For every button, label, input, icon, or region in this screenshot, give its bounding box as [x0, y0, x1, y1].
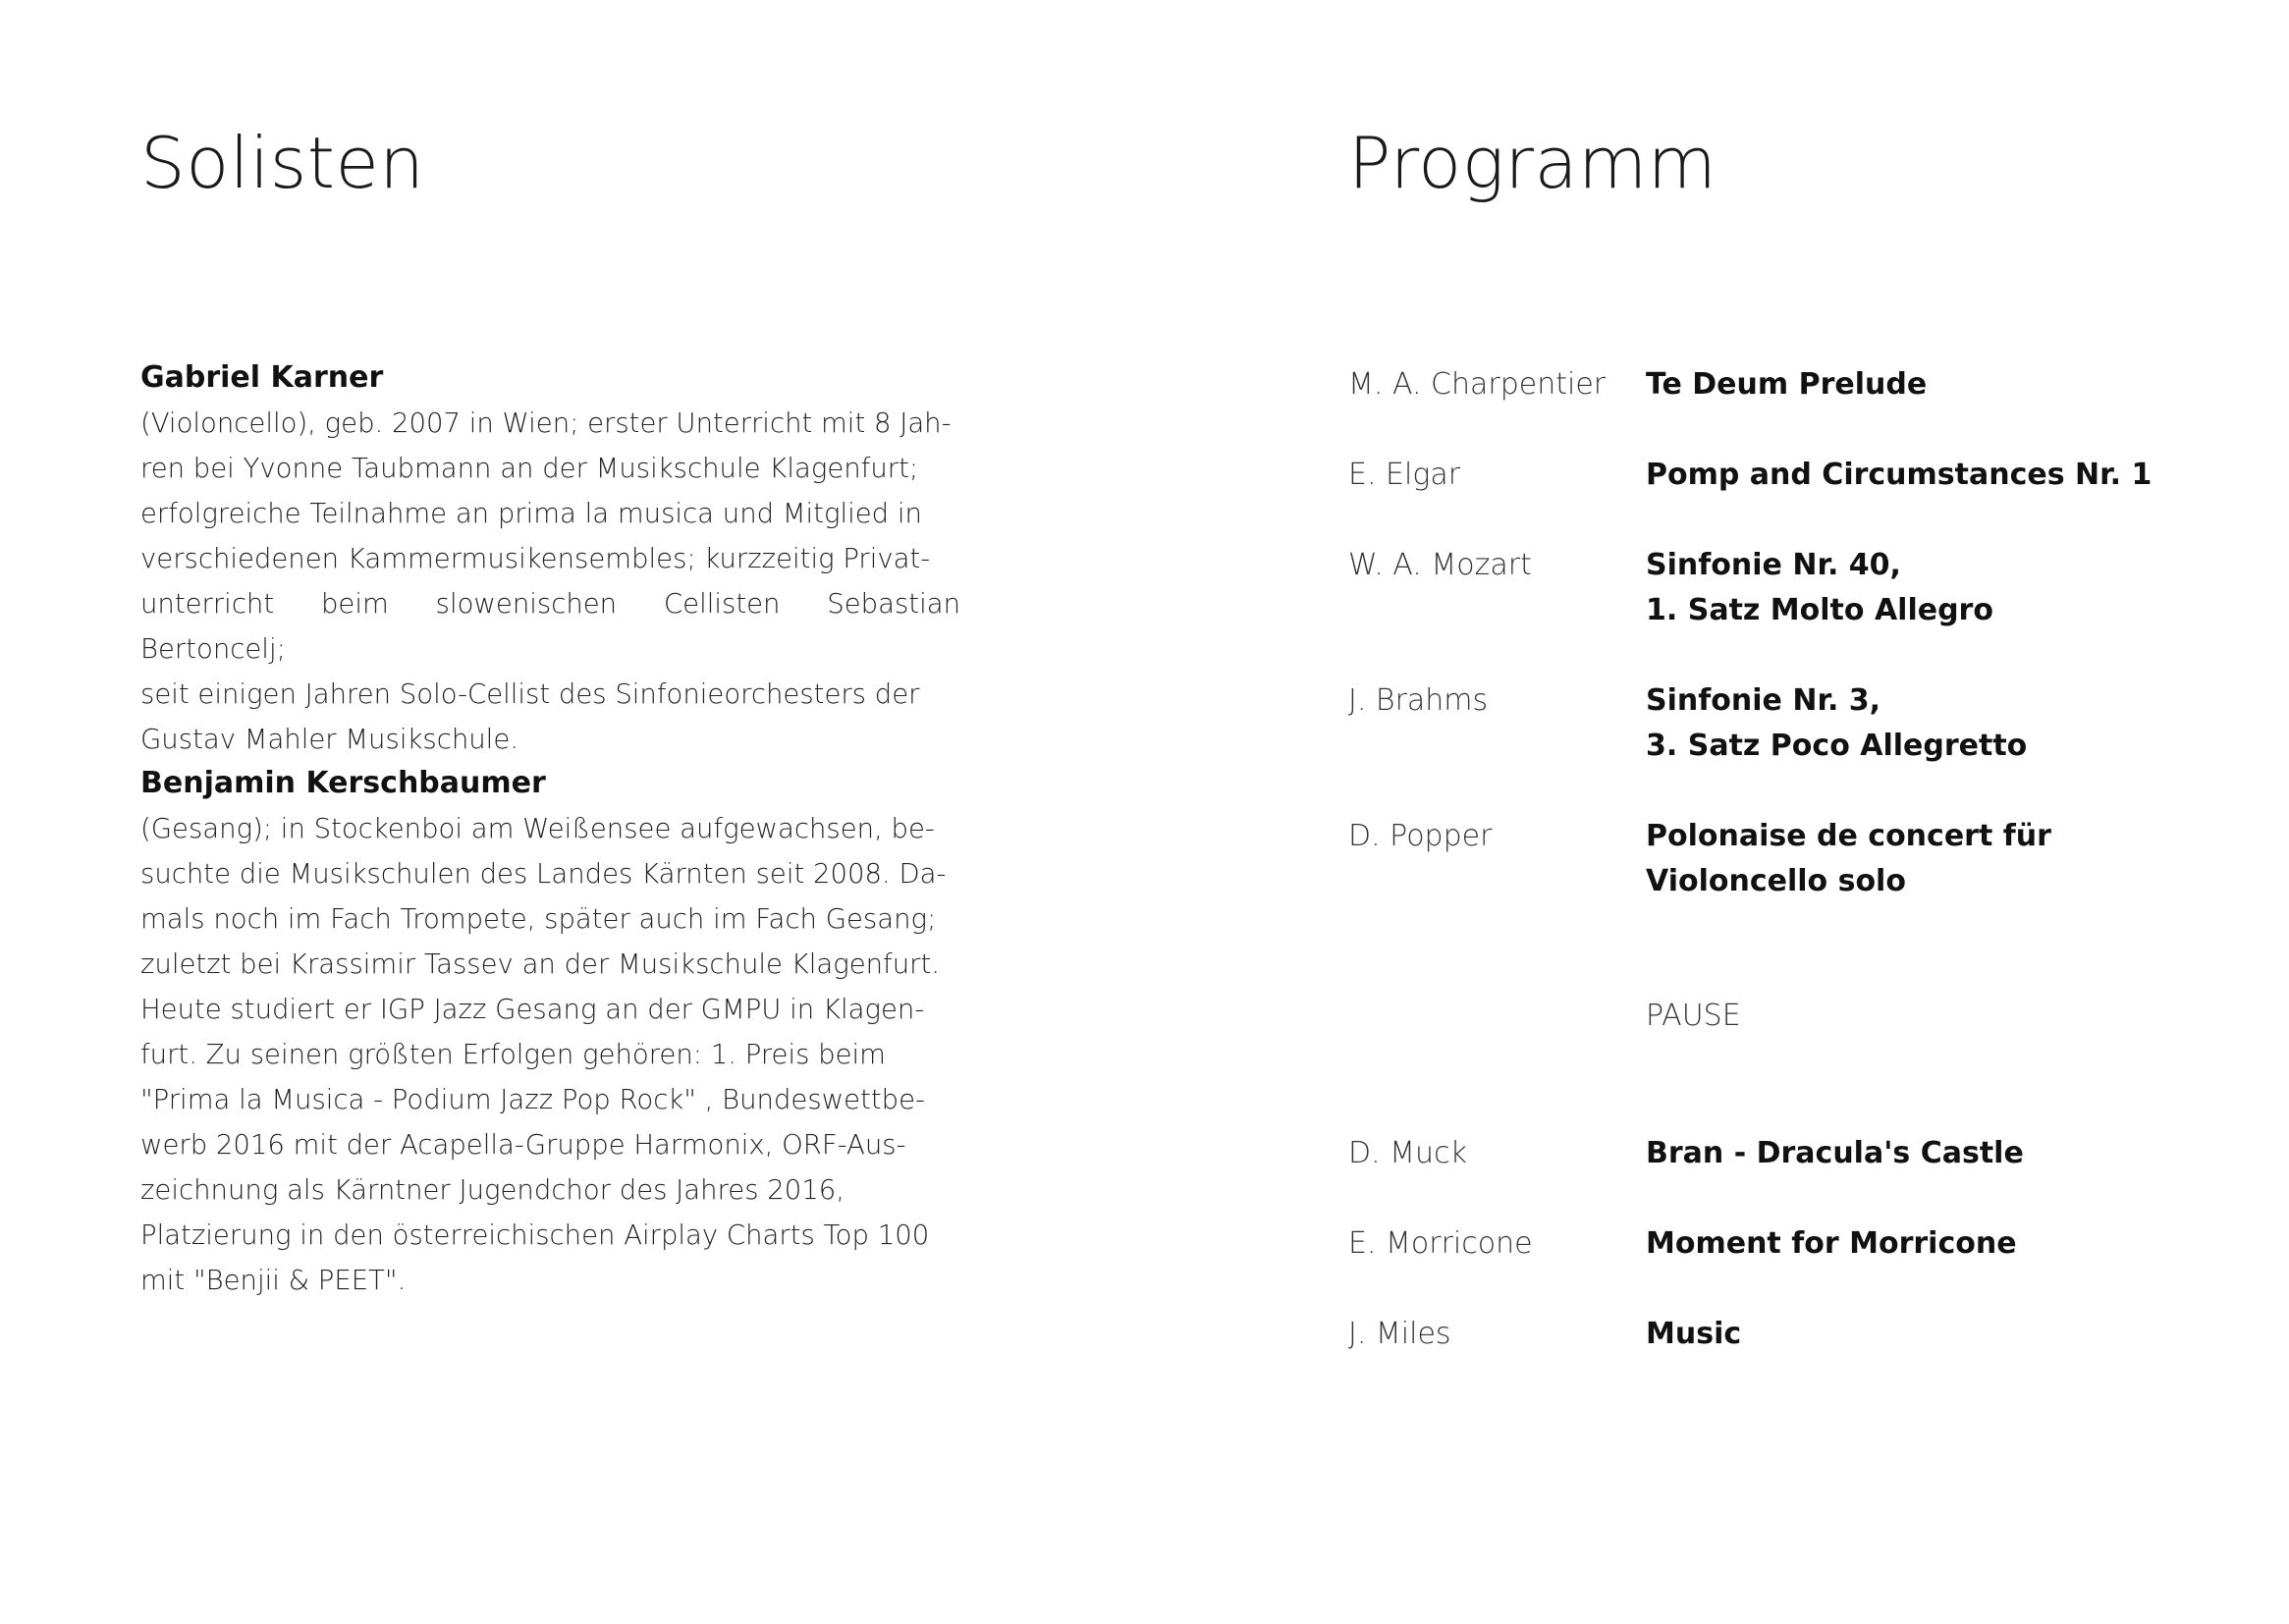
work-title	[1646, 453, 2235, 498]
work-title	[1646, 1221, 2235, 1267]
bio-line: "Prima la Musica - Podium Jazz Pop Rock" , Bundeswettbe-	[140, 1084, 925, 1115]
composer: J. Brahms	[1348, 683, 1489, 718]
bio-line: (Violoncello), geb. 2007 in Wien; erster Unterricht mit 8 Jah-	[140, 407, 952, 439]
bio-line: (Gesang); in Stockenboi am Weißensee aufgewachsen, be-	[140, 813, 935, 844]
work-title-line: Polonaise de concert für	[1646, 819, 2051, 853]
work-title	[1646, 543, 2235, 633]
work-title-line: Te Deum Prelude	[1646, 367, 1928, 402]
composer: E. Elgar	[1348, 458, 1461, 492]
bio-line: mals noch im Fach Trompete, später auch im Fach Gesang;	[140, 903, 937, 935]
work-title-line: Pomp and Circumstances Nr. 1	[1646, 458, 2153, 492]
work-title	[1646, 1131, 2235, 1176]
work-title-line: 3. Satz Poco Allegretto	[1646, 729, 2028, 763]
composer: J. Miles	[1348, 1317, 1451, 1351]
bio-line: Platzierung in den österreichischen Airplay Charts Top 100	[140, 1219, 930, 1251]
work-title-line: Sinfonie Nr. 3,	[1646, 683, 1881, 718]
soloist-name: Benjamin Kerschbaumer	[140, 766, 546, 800]
work-title	[1646, 1312, 2235, 1357]
composer: D. Popper	[1348, 819, 1493, 853]
bio-line: zuletzt bei Krassimir Tassev an der Musikschule Klagenfurt.	[140, 948, 940, 980]
solisten-heading: Solisten	[140, 122, 425, 204]
work-title-line: Music	[1646, 1317, 1742, 1351]
bio-line: ren bei Yvonne Taubmann an der Musikschule Klagenfurt;	[140, 453, 919, 484]
bio-line: unterricht beim slowenischen Cellisten Sebastian Bertoncelj;	[140, 588, 960, 665]
bio-line: mit "Benjii & PEET".	[140, 1265, 407, 1296]
work-title-line: Moment for Morricone	[1646, 1226, 2017, 1261]
soloist-name: Gabriel Karner	[140, 360, 384, 395]
composer: W. A. Mozart	[1348, 548, 1532, 582]
work-title	[1646, 362, 2235, 407]
soloist-bio	[140, 761, 960, 1303]
bio-line: suchte die Musikschulen des Landes Kärnten seit 2008. Da-	[140, 858, 947, 890]
work-title	[1646, 678, 2235, 769]
work-title	[1646, 814, 2235, 904]
bio-line: seit einigen Jahren Solo-Cellist des Sinfonieorchesters der	[140, 678, 920, 710]
pause-label: PAUSE	[1646, 999, 1741, 1033]
soloist-bio	[140, 355, 960, 762]
programm-heading: Programm	[1348, 122, 1717, 204]
composer: E. Morricone	[1348, 1226, 1533, 1261]
bio-line: Gustav Mahler Musikschule.	[140, 724, 518, 755]
bio-line: erfolgreiche Teilnahme an prima la musica und Mitglied in	[140, 498, 922, 529]
composer: D. Muck	[1348, 1136, 1467, 1170]
soloist-description	[140, 806, 960, 1303]
bio-line: furt. Zu seinen größten Erfolgen gehören: 1. Preis beim	[140, 1039, 886, 1070]
bio-line: zeichnung als Kärntner Jugendchor des Jahres 2016,	[140, 1174, 845, 1206]
soloist-description	[140, 401, 960, 762]
work-title-line: Sinfonie Nr. 40,	[1646, 548, 1901, 582]
work-title-line: 1. Satz Molto Allegro	[1646, 593, 1993, 627]
composer: M. A. Charpentier	[1348, 367, 1607, 402]
bio-line: verschiedenen Kammermusikensembles; kurzzeitig Privat-	[140, 543, 931, 574]
bio-line: werb 2016 mit der Acapella-Gruppe Harmonix, ORF-Aus-	[140, 1129, 906, 1161]
bio-line: Heute studiert er IGP Jazz Gesang an der GMPU in Klagen-	[140, 994, 925, 1025]
work-title-line: Violoncello solo	[1646, 864, 1906, 898]
work-title-line: Bran - Dracula's Castle	[1646, 1136, 2024, 1170]
